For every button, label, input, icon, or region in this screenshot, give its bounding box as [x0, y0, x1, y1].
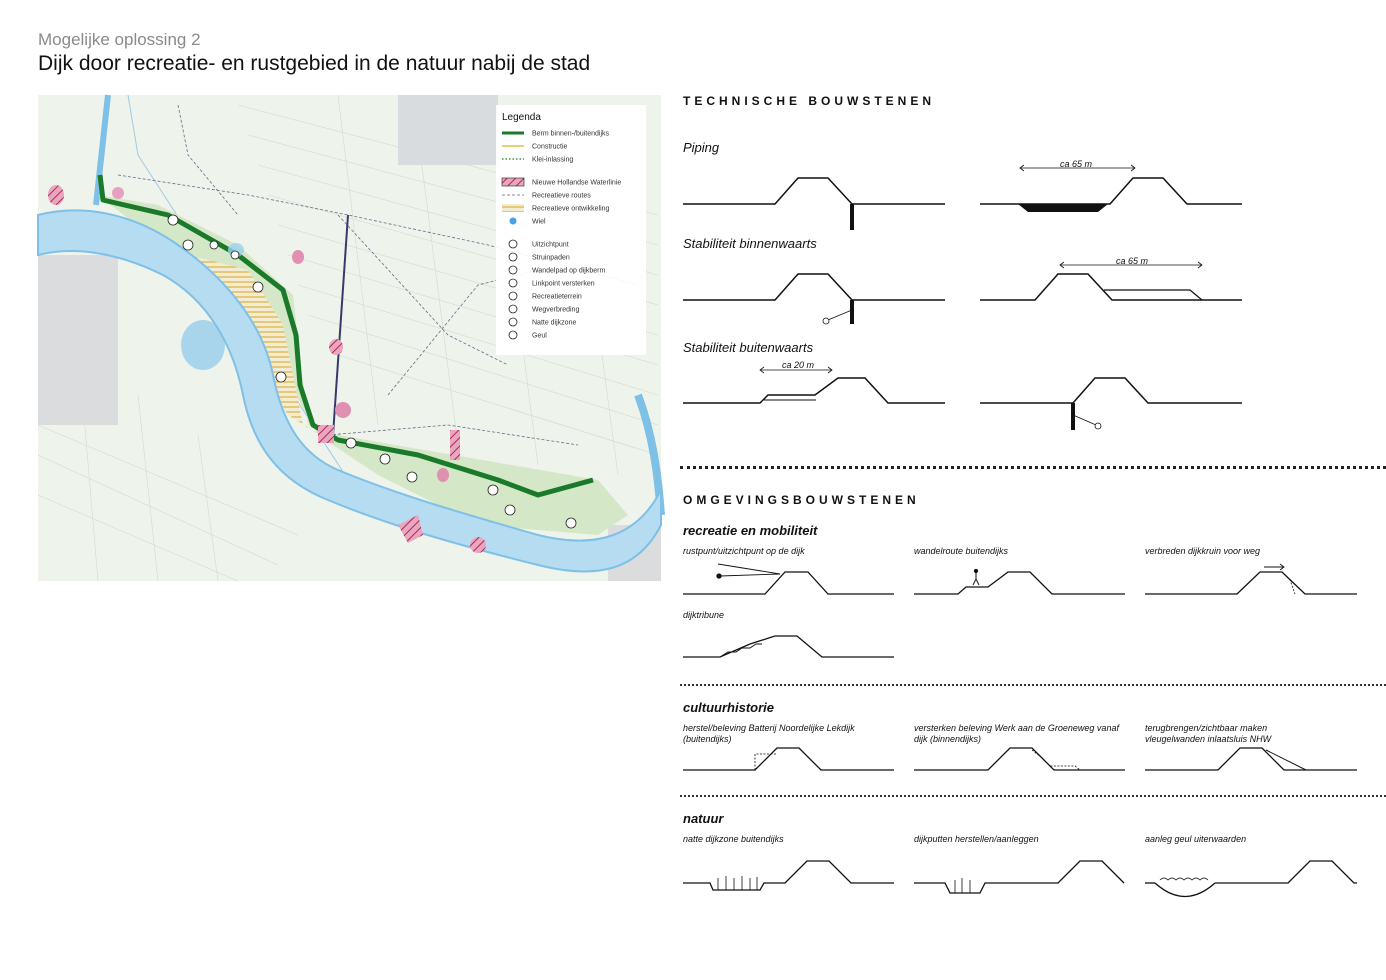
recreation-item-3: verbreden dijkkruin voor weg	[1145, 546, 1261, 556]
battery-profile	[683, 748, 894, 770]
road-widening-profile	[1145, 572, 1357, 594]
legend-item	[502, 178, 621, 187]
nature-item-2: dijkputten herstellen/aanleggen	[914, 834, 1039, 844]
map-town-west	[38, 255, 118, 425]
legend-item-label: Klei-inlassing	[532, 156, 574, 164]
walker-icon	[509, 266, 517, 274]
piping-dimension: ca 65 m	[1060, 159, 1093, 169]
piping-berm	[1018, 204, 1108, 212]
legend-item-label: Natte dijkzone	[532, 319, 577, 327]
piping-profile-2	[980, 178, 1242, 204]
technical-diagrams	[680, 160, 1260, 440]
channel-icon	[509, 331, 517, 339]
walk-route-profile	[914, 572, 1125, 594]
recreation-item-4: dijktribune	[683, 610, 725, 620]
outward-dimension: ca 20 m	[782, 360, 815, 370]
environment-diagrams	[680, 560, 1370, 900]
nature-item-3: aanleg geul uiterwaarden	[1145, 834, 1247, 844]
stability-outward-label: Stabiliteit buitenwaarts	[683, 340, 814, 355]
legend-item-label: Nieuwe Hollandse Waterlinie	[532, 179, 622, 187]
page-title: Dijk door recreatie- en rustgebied in de natuur nabij de stad	[38, 52, 591, 75]
legend-item-label: Constructie	[532, 143, 568, 151]
legend-item	[502, 204, 610, 213]
culture-item-2: versterken beleving Werk aan de Groeneweg vanaf dijk (binnendijks)	[914, 723, 1119, 744]
dimension-lines	[760, 165, 1202, 373]
outward-profile-1	[683, 378, 945, 403]
viewpoint-icon	[509, 240, 517, 248]
legend-item-label: Recreatieve ontwikkeling	[532, 205, 610, 213]
outward-profile-2	[980, 378, 1242, 403]
recreation-icon	[509, 292, 517, 300]
wet-zone-profile	[683, 861, 894, 890]
legend-title: Legenda	[502, 112, 541, 123]
legend-item-label: Wiel	[532, 218, 546, 226]
dike-tribune-profile	[683, 636, 894, 657]
page-subtitle: Mogelijke oplossing 2	[38, 30, 201, 49]
channel-profile	[1155, 883, 1215, 897]
legend-item-label: Wandelpad op dijkberm	[532, 267, 606, 275]
wet-zone-icon	[509, 318, 517, 326]
recreation-item-1: rustpunt/uitzichtpunt op de dijk	[683, 546, 805, 556]
recreation-label: recreatie en mobiliteit	[683, 523, 818, 538]
legend-item-label: Struinpaden	[532, 254, 570, 262]
link-icon	[509, 279, 517, 287]
map-legend	[496, 105, 646, 355]
hiker-icon	[509, 253, 517, 261]
inward-profile-1	[683, 274, 945, 300]
legend-item-label: Recreatieterrein	[532, 293, 582, 301]
inward-profile-2	[980, 274, 1242, 300]
legend-item-label: Linkpoint versterken	[532, 280, 595, 288]
nature-item-1: natte dijkzone buitendijks	[683, 834, 784, 844]
rest-point-profile	[683, 572, 894, 594]
road-icon	[509, 305, 517, 313]
nature-label: natuur	[683, 811, 724, 826]
piping-profile-1	[683, 178, 945, 204]
section-technical-heading: TECHNISCHE BOUWSTENEN	[683, 94, 936, 108]
legend-item-label: Geul	[532, 332, 547, 340]
legend-item-label: Uitzichtpunt	[532, 241, 569, 249]
culture-label: cultuurhistorie	[683, 700, 775, 715]
culture-item-1: herstel/beleving Batterij Noordelijke Lekdijk (buitendijks)	[683, 723, 855, 744]
dike-pit-profile	[914, 861, 1124, 893]
map-town-north	[398, 95, 498, 165]
culture-item-3: terugbrengen/zichtbaar maken vleugelwanden inlaatsluis NHW	[1145, 723, 1272, 744]
recreation-item-2: wandelroute buitendijks	[914, 546, 1009, 556]
legend-item-label: Wegverbreding	[532, 306, 580, 314]
map[interactable]	[38, 95, 661, 581]
sluice-wings-profile	[1145, 748, 1357, 770]
stability-inward-label: Stabiliteit binnenwaarts	[683, 236, 817, 251]
section-divider	[680, 466, 1386, 469]
legend-item-label: Berm binnen-/buitendijks	[532, 130, 610, 138]
inward-dimension: ca 65 m	[1116, 256, 1149, 266]
fort-view-profile	[914, 748, 1125, 770]
section-environment-heading: OMGEVINGSBOUWSTENEN	[683, 493, 920, 507]
legend-item-label: Recreatieve routes	[532, 192, 591, 200]
piping-label: Piping	[683, 140, 720, 155]
